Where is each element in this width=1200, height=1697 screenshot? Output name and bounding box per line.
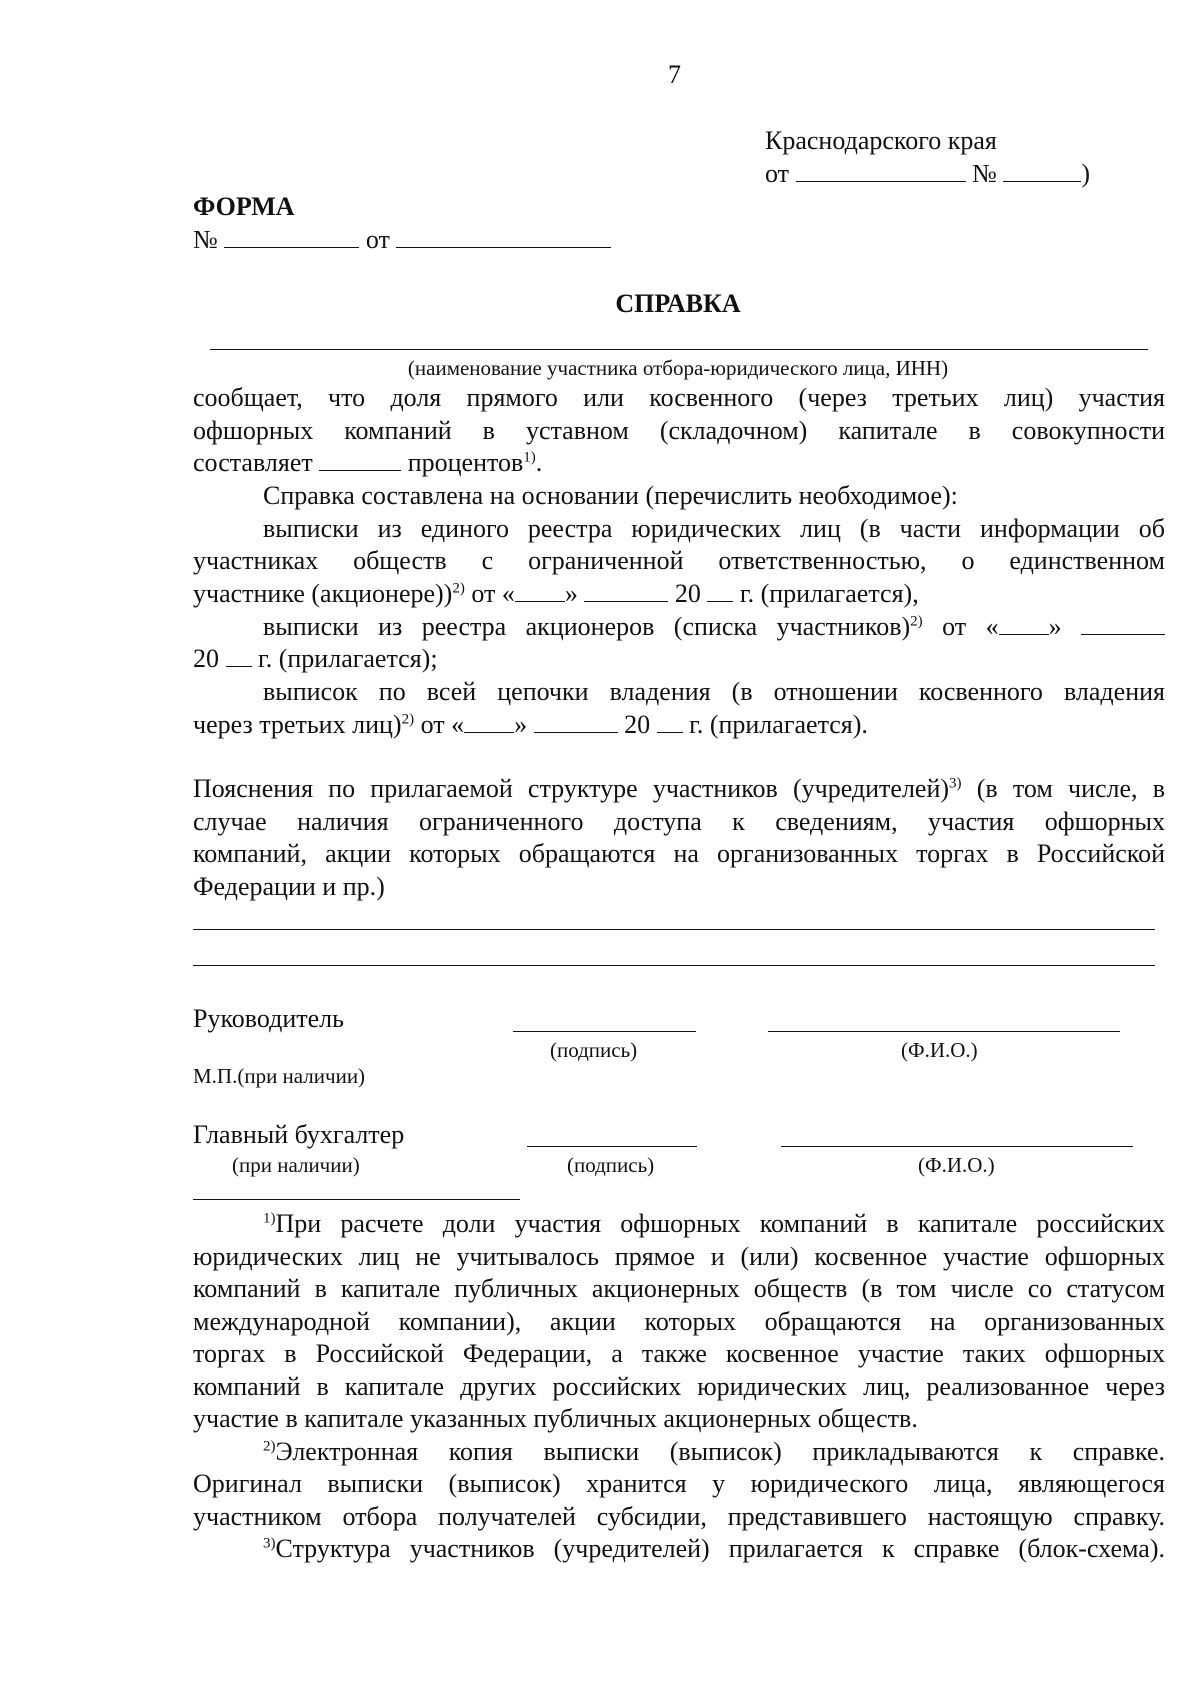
footnote-3-line-1 xyxy=(263,1533,1165,1566)
accountant-signature-line xyxy=(527,1146,697,1147)
explanation-text: Пояснения по прилагаемой структуре участников (учредителей) xyxy=(193,774,950,803)
explanation-text-cont: (в том числе, в xyxy=(976,774,1165,803)
footnote-2-mark: 2) xyxy=(263,1438,276,1455)
explanation-line-3: компаний, акции которых обращаются на организованных торгах в Российской xyxy=(193,839,1165,868)
footnote-2-line-2: Оригинал выписки (выписок) хранится у юридического лица, являющегося xyxy=(193,1469,1165,1498)
attached-note: г. (прилагается); xyxy=(258,644,438,673)
body-line-1: сообщает, что доля прямого или косвенного (через третьих лиц) участия xyxy=(193,383,1165,412)
form-number-line xyxy=(193,223,611,256)
item1-text: участнике (акционере)) xyxy=(193,579,453,608)
explanation-line-1 xyxy=(193,773,1165,806)
footnote-3-text: Структура участников (учредителей) прилагается к справке (блок-схема). xyxy=(275,1534,1165,1563)
head-name-caption: (Ф.И.О.) xyxy=(901,1038,978,1062)
day-blank xyxy=(464,731,514,733)
head-name-line xyxy=(768,1031,1120,1032)
item2-text: выписки из реестра акционеров (списка участников) xyxy=(263,612,911,641)
approval-region: Краснодарского края xyxy=(765,126,997,155)
from-open: от « xyxy=(420,710,465,739)
footnote-3-mark: 3) xyxy=(263,1535,276,1552)
footnote-ref-2: 2) xyxy=(452,580,465,597)
explanation-blank-line-2 xyxy=(193,965,1155,966)
year-prefix: 20 xyxy=(193,644,219,673)
month-blank xyxy=(584,600,668,602)
attached-note: г. (прилагается), xyxy=(739,579,919,608)
head-label: Руководитель xyxy=(193,1004,344,1033)
year-blank xyxy=(707,600,733,602)
item3-line-1: выписок по всей цепочки владения (в отношении косвенного владения xyxy=(263,677,1165,706)
year-blank xyxy=(226,665,252,667)
from-open: от « xyxy=(471,579,515,608)
year-prefix: 20 xyxy=(624,710,651,739)
footnote-ref-3: 3) xyxy=(949,775,962,792)
footnote-ref-2: 2) xyxy=(401,711,415,728)
approval-number-sign: № xyxy=(972,159,997,188)
participant-name-caption: (наименование участника отбора-юридического лица, ИНН) xyxy=(407,356,949,380)
approval-number-blank xyxy=(1003,180,1081,182)
accountant-name-caption: (Ф.И.О.) xyxy=(918,1153,995,1177)
approval-date-blank xyxy=(796,180,966,182)
attached-note: г. (прилагается). xyxy=(689,710,868,739)
footnote-1-line-4: международной компании), акции которых обращаются на организованных xyxy=(193,1307,1165,1336)
footnote-2-text: Электронная копия выписки (выписок) прикладываются к справке. xyxy=(275,1437,1165,1466)
approval-date-prefix: от xyxy=(765,159,790,188)
percent-word: процентов xyxy=(407,448,524,477)
footnote-1-line-5: торгах в Российской Федерации, а также косвенное участие таких офшорных xyxy=(193,1339,1165,1368)
footnote-1-mark: 1) xyxy=(263,1210,276,1227)
body-line-2: офшорных компаний в уставном (складочном) капитале в совокупности xyxy=(193,416,1165,445)
footnote-1-line-1 xyxy=(263,1208,1165,1241)
day-blank xyxy=(999,633,1049,635)
item1-line-2: участниках обществ с ограниченной ответственностью, о единственном xyxy=(193,546,1165,575)
explanation-line-4: Федерации и пр.) xyxy=(193,872,385,901)
form-date-prefix: от xyxy=(365,225,390,254)
form-number-blank xyxy=(224,246,359,248)
document-title: СПРАВКА xyxy=(615,289,741,318)
close-quote: » xyxy=(564,579,578,608)
basis-line: Справка составлена на основании (перечислить необходимое): xyxy=(263,481,958,510)
month-blank xyxy=(534,731,618,733)
participant-name-line xyxy=(210,349,1148,350)
page-number: 7 xyxy=(668,60,681,89)
footnote-2-line-1 xyxy=(263,1436,1165,1469)
from-open: от « xyxy=(942,612,999,641)
footnote-1-line-7: участие в капитале указанных публичных акционерных обществ. xyxy=(193,1404,918,1433)
form-number-sign: № xyxy=(193,225,218,254)
explanation-blank-line-1 xyxy=(193,929,1155,930)
form-date-blank xyxy=(396,246,611,248)
form-label: ФОРМА xyxy=(193,192,295,221)
stamp-label: М.П.(при наличии) xyxy=(193,1064,366,1088)
share-percent-blank xyxy=(319,469,401,471)
accountant-label: Главный бухгалтер xyxy=(193,1120,405,1149)
year-prefix: 20 xyxy=(674,579,701,608)
explanation-line-2: случае наличия ограниченного доступа к сведениям, участия офшорных xyxy=(193,807,1165,836)
body-line-3 xyxy=(193,447,1165,480)
item2-line-1 xyxy=(263,611,1165,644)
accountant-note: (при наличии) xyxy=(232,1153,360,1177)
footnote-1-line-6: компаний в капитале других российских юридических лиц, реализованное через xyxy=(193,1372,1165,1401)
footnote-separator xyxy=(193,1199,520,1200)
footnote-ref-1: 1) xyxy=(523,449,536,466)
approval-date-line xyxy=(765,157,1090,190)
footnote-1-line-2: юридических лиц не учитывалось прямое и (или) косвенное участие офшорных xyxy=(193,1242,1165,1271)
item1-line-1: выписки из единого реестра юридических лиц (в части информации об xyxy=(263,514,1165,543)
footnote-2-line-3: участником отбора получателей субсидии, представившего настоящую справку. xyxy=(193,1502,1165,1531)
year-blank xyxy=(657,731,683,733)
item1-line-3 xyxy=(193,578,1165,611)
item3-text: через третьих лиц) xyxy=(193,710,402,739)
day-blank xyxy=(515,600,565,602)
accountant-signature-caption: (подпись) xyxy=(567,1153,655,1177)
item3-line-2 xyxy=(193,709,1165,742)
approval-close-paren: ) xyxy=(1081,159,1091,188)
item2-line-2 xyxy=(193,643,1165,676)
footnote-1-text: При расчете доли участия офшорных компаний в капитале российских xyxy=(275,1209,1165,1238)
footnote-ref-2: 2) xyxy=(910,613,923,630)
footnote-1-line-3: компаний в капитале публичных акционерных обществ (в том числе со статусом xyxy=(193,1274,1165,1303)
share-label: составляет xyxy=(193,448,313,477)
close-quote: » xyxy=(514,710,528,739)
head-signature-line xyxy=(513,1031,696,1032)
month-blank xyxy=(1081,633,1165,635)
period: . xyxy=(535,448,543,477)
accountant-name-line xyxy=(781,1146,1133,1147)
close-quote: » xyxy=(1048,612,1062,641)
head-signature-caption: (подпись) xyxy=(550,1038,638,1062)
